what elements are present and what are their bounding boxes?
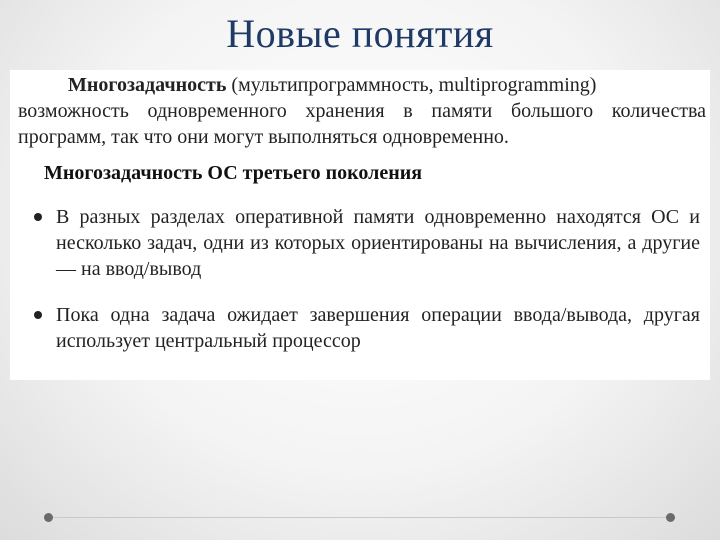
list-item <box>30 204 700 282</box>
footer-left-dot-icon <box>44 513 53 522</box>
footer-divider <box>48 517 672 518</box>
slide-content-image <box>10 70 710 380</box>
list-item <box>30 302 700 354</box>
definition-first-line <box>18 72 706 98</box>
definition-body: возможность одновременного хранения в памяти большого количества программ, так что они могут выполняться одновременно. <box>18 100 706 148</box>
definition-term: Многозадачность <box>68 74 227 96</box>
bullet-icon <box>34 213 42 221</box>
slide-title: Новые понятия <box>226 11 494 56</box>
bullet-icon <box>34 311 42 319</box>
footer-right-dot-icon <box>666 513 675 522</box>
bullet-text: В разных разделах оперативной памяти одновременно находятся ОС и несколько задач, одни из которых ориентированы на вычисления, а другие — на ввод/вывод <box>56 206 700 280</box>
bullet-list <box>30 204 700 354</box>
definition-parenthetical: (мультипрограммность, multiprogramming) <box>226 74 597 96</box>
bullet-text: Пока одна задача ожидает завершения операции ввода/вывода, другая использует центральный процессор <box>56 304 700 352</box>
section-heading: Многозадачность ОС третьего поколения <box>44 162 423 184</box>
definition-paragraph <box>18 72 706 150</box>
